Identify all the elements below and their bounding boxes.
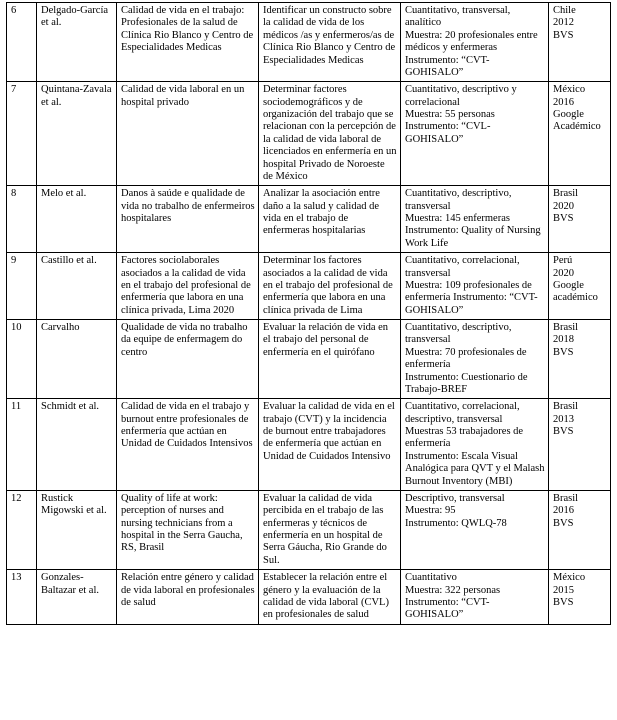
cell-title	[117, 253, 259, 320]
cell-text: Cuantitativo, transversal, analítico	[405, 5, 511, 29]
cell-text: Castillo et al.	[41, 255, 97, 267]
cell-text: 2015	[553, 584, 574, 596]
cell-num	[7, 82, 37, 186]
cell-text: Danos à saúde e qualidade de vida no trabalho de enfermeiros hospitalares	[121, 188, 255, 224]
cell-objective	[259, 570, 401, 625]
cell-author	[37, 399, 117, 491]
cell-methodology	[401, 82, 549, 186]
table-row	[7, 186, 611, 253]
cell-text: 8	[11, 188, 17, 200]
cell-text: Cuantitativo, descriptivo, transversal	[405, 322, 512, 346]
cell-text: Instrumento: QWLQ-78	[405, 517, 507, 529]
cell-source	[549, 253, 611, 320]
cell-methodology	[401, 253, 549, 320]
cell-title	[117, 186, 259, 253]
cell-num	[7, 399, 37, 491]
cell-text: Brasil	[553, 401, 579, 413]
cell-text: Muestra: 95	[405, 505, 456, 517]
cell-objective	[259, 186, 401, 253]
cell-author	[37, 186, 117, 253]
cell-source	[549, 186, 611, 253]
cell-text: 2012	[553, 17, 574, 29]
cell-num	[7, 490, 37, 569]
cell-text: Quintana-Zavala et al.	[41, 84, 112, 108]
cell-num	[7, 186, 37, 253]
cell-text: BVS	[553, 426, 574, 437]
cell-text: 2018	[553, 334, 574, 346]
cell-text: Establecer la relación entre el género y la evaluación de la calidad de vida laboral (CVL) en profesionales de salud	[263, 572, 389, 621]
cell-title	[117, 82, 259, 186]
cell-text: Relación entre género y calidad de vida laboral en profesionales de salud	[121, 572, 255, 608]
cell-text: Brasil	[553, 322, 579, 333]
cell-text: 2016	[553, 505, 574, 517]
table-row	[7, 570, 611, 625]
cell-author	[37, 82, 117, 186]
cell-author	[37, 320, 117, 399]
cell-objective	[259, 3, 401, 82]
cell-text: Perú	[553, 255, 573, 267]
cell-text: Descriptivo, transversal	[405, 492, 505, 504]
cell-text: Qualidade de vida no trabalho da equipe de enfermagem do centro	[121, 322, 248, 358]
cell-text: Delgado-García et al.	[41, 5, 109, 29]
cell-text: Muestras 53 trabajadores de enfermería	[405, 426, 524, 450]
cell-text: 12	[11, 492, 22, 504]
cell-text: Evaluar la calidad de vida en el trabajo (CVT) y la incidencia de burnout entre trabajadores de enfermería que actúan en Unidad de Cuidados Intensivo	[263, 401, 395, 462]
cell-text: BVS	[553, 346, 574, 358]
cell-source	[549, 399, 611, 491]
cell-text: Melo et al.	[41, 188, 87, 200]
cell-text: 6	[11, 5, 17, 16]
cell-text: Schmidt et al.	[41, 401, 100, 413]
cell-num	[7, 320, 37, 399]
cell-author	[37, 490, 117, 569]
cell-text: Muestra: 55 personas Instrumento: “CVL-GOHISALO”	[405, 109, 495, 145]
cell-num	[7, 570, 37, 625]
cell-text: BVS	[553, 29, 574, 41]
cell-text: Gonzales-Baltazar et al.	[41, 572, 100, 596]
cell-text: Calidad de vida laboral en un hospital privado	[121, 84, 245, 108]
cell-text: Cuantitativo	[405, 572, 457, 584]
cell-methodology	[401, 186, 549, 253]
cell-text: BVS	[553, 596, 574, 608]
cell-source	[549, 3, 611, 82]
cell-methodology	[401, 399, 549, 491]
cell-title	[117, 490, 259, 569]
cell-text: Cuantitativo, descriptivo y correlacional	[405, 84, 517, 108]
cell-text: Rustick Migowski et al.	[41, 492, 107, 517]
cell-title	[117, 399, 259, 491]
cell-author	[37, 253, 117, 320]
cell-text: Brasil	[553, 492, 579, 504]
cell-text: Muestra: 20 profesionales entre médicos y enfermeras Instrumento: “CVT-GOHISALO”	[405, 29, 538, 78]
cell-text: Factores sociolaborales asociados a la calidad de vida en el trabajo del profesional de enfermería que labora en una clínica privada, Lima 2020	[121, 255, 251, 316]
cell-text: Determinar los factores asociados a la calidad de vida en el trabajo del profesional de enfermería que labora en una clínica privada de Lima	[263, 255, 393, 316]
cell-text: Calidad de vida en el trabajo: Profesionales de la salud de Clínica Rio Blanco y Centro de Especialidades Medicas	[121, 5, 254, 54]
cell-author	[37, 570, 117, 625]
cell-objective	[259, 82, 401, 186]
cell-text: Muestra: 145 enfermeras Instrumento: Quality of Nursing Work Life	[405, 213, 541, 249]
table-row	[7, 399, 611, 491]
cell-num	[7, 3, 37, 82]
cell-source	[549, 570, 611, 625]
cell-text: Identificar un constructo sobre la calidad de vida de los médicos /as y enfermeros/as de Clínica Rio Blanco y Centro de Especialidades Medicas	[263, 5, 396, 66]
cell-title	[117, 570, 259, 625]
cell-num	[7, 253, 37, 320]
cell-text: Muestra: 322 personas Instrumento: “CVT-GOHISALO”	[405, 584, 501, 621]
cell-text: México	[553, 84, 586, 96]
cell-text: México	[553, 572, 586, 584]
cell-text: Google Académico	[553, 109, 601, 133]
cell-text: Carvalho	[41, 322, 80, 333]
cell-text: Quality of life at work: perception of nurses and nursing technicians from a hospital in the Serra Gaucha, RS, Brasil	[121, 492, 243, 554]
cell-title	[117, 3, 259, 82]
cell-text: 13	[11, 572, 22, 584]
cell-text: Determinar factores sociodemográficos y de organización del trabajo que se relacionan con la percepción de la calidad de vida laboral de licenciados en enfermería en un hospital Privado de Noroeste de México	[263, 84, 397, 182]
cell-text: 2013	[553, 413, 574, 425]
cell-text: Evaluar la calidad de vida percibida en el trabajo de las enfermeras y técnicos de enfermería en un hospital de Serra Gáucha, Rio Grande do Sul.	[263, 492, 387, 566]
cell-text: BVS	[553, 213, 574, 224]
table-row	[7, 3, 611, 82]
cell-text: Muestra: 70 profesionales de enfermería	[405, 346, 527, 371]
table-row	[7, 320, 611, 399]
cell-methodology	[401, 320, 549, 399]
cell-source	[549, 490, 611, 569]
cell-methodology	[401, 3, 549, 82]
cell-text: 2016	[553, 96, 574, 108]
cell-text: BVS	[553, 517, 574, 529]
cell-objective	[259, 253, 401, 320]
cell-text: Cuantitativo, correlacional, descriptivo, transversal	[405, 401, 520, 425]
cell-methodology	[401, 490, 549, 569]
cell-objective	[259, 490, 401, 569]
cell-text: Muestra: 109 profesionales de enfermería Instrumento: “CVT-GOHISALO”	[405, 279, 538, 316]
cell-text: Chile	[553, 5, 576, 16]
cell-text: Calidad de vida en el trabajo y burnout entre profesionales de enfermería que actúan en Unidad de Cuidados Intensivos	[121, 401, 253, 450]
cell-text: 10	[11, 322, 22, 333]
literature-review-table	[6, 2, 611, 625]
cell-source	[549, 320, 611, 399]
table-row	[7, 253, 611, 320]
cell-text: 2020	[553, 267, 574, 279]
cell-text: Cuantitativo, correlacional, transversal	[405, 255, 520, 279]
cell-text: Google académico	[553, 279, 598, 304]
cell-text: 11	[11, 401, 22, 413]
cell-text: Brasil	[553, 188, 579, 200]
table-row	[7, 82, 611, 186]
cell-text: Analizar la asociación entre daño a la salud y calidad de vida en el trabajo de enfermeras hospitalarias	[263, 188, 380, 237]
cell-text: Cuantitativo, descriptivo, transversal	[405, 188, 512, 212]
cell-author	[37, 3, 117, 82]
cell-text: Evaluar la relación de vida en el trabajo del personal de enfermería en el quirófano	[263, 322, 389, 358]
cell-objective	[259, 399, 401, 491]
cell-text: 2020	[553, 200, 574, 212]
cell-text: 9	[11, 255, 17, 267]
table-body	[7, 3, 611, 625]
cell-text: 7	[11, 84, 17, 96]
cell-text: Instrumento: Escala Visual Analógica para QVT y el Malash Burnout Inventory (MBI)	[405, 450, 545, 487]
table-row	[7, 490, 611, 569]
cell-objective	[259, 320, 401, 399]
cell-text: Instrumento: Cuestionario de Trabajo-BREF	[405, 371, 528, 395]
cell-methodology	[401, 570, 549, 625]
cell-title	[117, 320, 259, 399]
cell-source	[549, 82, 611, 186]
